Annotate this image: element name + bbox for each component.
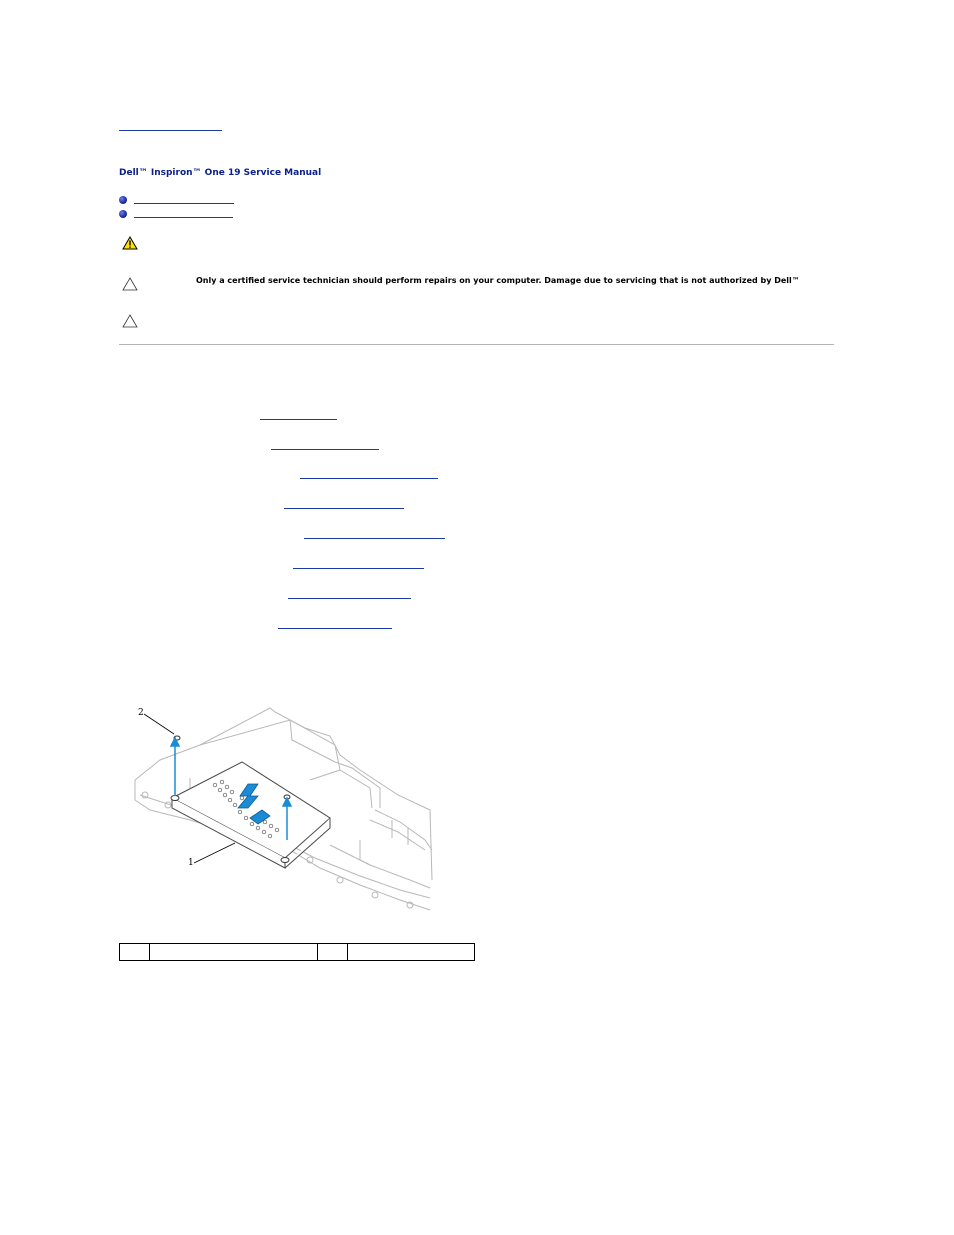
caution-icon [122,314,138,328]
toc-link-1[interactable] [134,203,234,204]
table-cell [348,944,475,961]
toc-bullet-icon [119,196,127,204]
step-link-6[interactable] [293,568,424,569]
toc-bullet-icon [119,210,127,218]
step-link-2[interactable] [271,449,379,450]
caution-icon [122,277,138,291]
toc-link-2[interactable] [134,217,233,218]
table-cell [120,944,150,961]
warning-icon [122,236,138,250]
back-to-contents-link[interactable] [119,130,222,131]
caution-text: Only a certified service technician should perform repairs on your computer. Damage due to servicing that is not authorized by Dell™ [196,276,800,285]
callout-label-2: 2 [138,708,144,718]
callout-label-1: 1 [188,858,194,868]
step-link-4[interactable] [284,508,404,509]
table-cell [150,944,318,961]
table-cell [318,944,348,961]
section-divider [119,344,834,345]
table-row [120,944,475,961]
step-link-8[interactable] [278,628,392,629]
callout-table [119,943,475,961]
step-link-5[interactable] [304,538,445,539]
page-title: Dell™ Inspiron™ One 19 Service Manual [119,168,322,178]
step-link-7[interactable] [288,598,411,599]
step-link-3[interactable] [300,478,438,479]
module-removal-illustration [130,700,435,915]
step-link-1[interactable] [260,419,337,420]
